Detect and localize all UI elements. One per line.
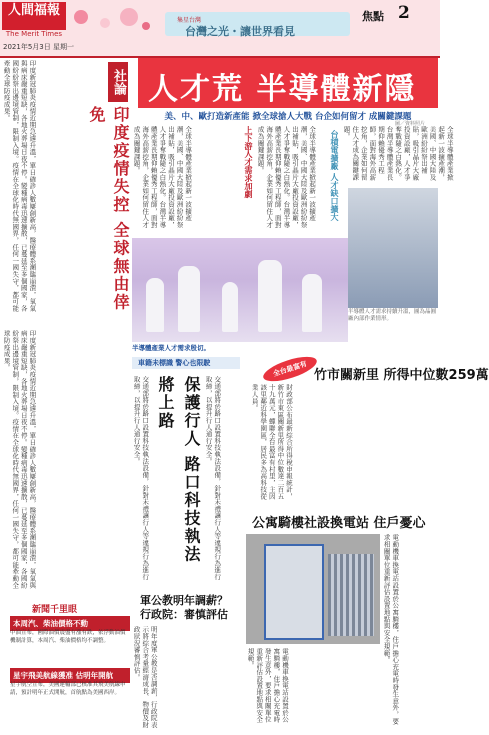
cleanroom-photo[interactable] bbox=[132, 238, 348, 342]
wages-badge: 全台最富有 bbox=[261, 352, 320, 386]
briefs-header: 新聞千里眼 bbox=[32, 605, 78, 615]
lead-photo-caption: 半導體產業人才需求殷切。 bbox=[132, 344, 210, 352]
issue-date: 2021年5月3日 星期一 bbox=[3, 43, 74, 51]
lead-kicker: 上下游人才需求加劇 bbox=[244, 126, 253, 198]
editorial-body-continued: 印度新冠肺炎疫情近期急遽升溫，單日確診人數屢創新高，醫療體系瀕臨崩潰，氧氣與病床嚴重短缺，各地火葬場日夜不停。變種病毒迅速擴散，已蔓延至多個國家，各國紛紛祭出邊境管制，限制入境。疫情在全球化時代無國界，任何一國失守，都可能牽動全球防疫成果。 bbox=[2, 330, 37, 589]
lead-body-left: 全球半導體產業掀起新一波擴產潮，美國、中國大陸及歐洲紛紛祭出補貼，吸引晶片大廠投資設廠，人才爭奪戰隨之白熱化。台灣半導體產業長期仰賴優秀工程師，面對海外高薪挖角，企業如何留住人才成為關鍵課題。 bbox=[132, 126, 193, 228]
tech-body-right: 交通部將於路口設置科技執法設備，針對未禮讓行人等違規行為進行取締，以提升行人通行安全。 bbox=[204, 376, 222, 580]
brief-1-title[interactable]: 本周汽、柴油價格不動 bbox=[10, 616, 130, 631]
brief-1-text: 中油宣布，國際油價震盪有漲有跌，依浮動油價機制計算，本周汽、柴油價格均不調整。 bbox=[10, 630, 126, 644]
military-headline-line1: 軍公教明年調薪？ bbox=[140, 594, 228, 607]
section-name: 焦點 bbox=[362, 10, 384, 23]
brief-2-text: 星宇航空宣布，美國運輸部已核准其飛美航線申請，預計明年正式開航，首航點為美國西岸。 bbox=[10, 682, 126, 696]
delivery-headline[interactable]: 公寓騎樓社設換電站 住戶憂心 bbox=[252, 516, 426, 531]
tech-body-left: 交通部將於路口設置科技執法設備，針對未禮讓行人等違規行為進行取締，以提升行人通行安全。 bbox=[132, 376, 150, 580]
page-number: 2 bbox=[398, 3, 410, 23]
military-body: 明年度軍公教是否調薪，行政院表示將綜合考量經濟成長、物價及財政狀況審慎評估。 bbox=[132, 626, 158, 728]
military-headline-line2: 行政院：審慎評估 bbox=[140, 608, 228, 621]
lead-body-right: 全球半導體產業掀起新一波擴產潮，美國、中國大陸及歐洲紛紛祭出補貼，吸引晶片大廠投資設廠，人才爭奪戰隨之白熱化。台灣半導體產業長期仰賴優秀工程師，面對海外高薪挖角，企業如何留住人才成為關鍵課題。 bbox=[342, 126, 454, 181]
lead-body-mid: 全球半導體產業掀起新一波擴產潮，美國、中國大陸及歐洲紛紛祭出補貼，吸引晶片大廠投資設廠，人才爭奪戰隨之白熱化。台灣半導體產業長期仰賴優秀工程師，面對海外高薪挖角，企業如何留住人才成為關鍵課題。 bbox=[256, 126, 317, 228]
editorial-body: 印度新冠肺炎疫情近期急遽升溫，單日確診人數屢創新高，醫療體系瀕臨崩潰，氧氣與病床嚴重短缺，各地火葬場日夜不停。變種病毒迅速擴散，已蔓延至多個國家，各國紛紛祭出邊境管制，限制入境。疫情在全球化時代無國界，任何一國失守，都可能牽動全球防疫成果。 bbox=[2, 60, 37, 312]
editorial-title[interactable]: 印度疫情失控 全球無由倖免 bbox=[87, 106, 130, 312]
wages-headline[interactable]: 竹市關新里 所得中位數259萬 bbox=[314, 368, 489, 383]
delivery-body-right: 電動機車換電站設置於公寓騎樓，住戶擔心充電時發生意外，要求相關單位重新評估設置地點與安全規範。 bbox=[382, 534, 400, 725]
side-photo[interactable] bbox=[348, 188, 438, 308]
side-photo-caption: 半導體人才需求持續升溫，圖為晶圓廠內部作業情形。 bbox=[348, 309, 437, 322]
logo-subtitle: The Merit Times bbox=[5, 30, 63, 38]
editorial-tag: 社論 bbox=[108, 62, 128, 102]
lead-kicker-secondary: 台積電擴廠 人才缺口擴大 bbox=[330, 130, 339, 221]
decorative-graphic bbox=[70, 4, 160, 44]
lead-subheadline: 美、中、歐打造新產能 掀全球搶人大戰 台企如何留才 成關鍵課題 bbox=[164, 112, 412, 122]
military-headline[interactable] bbox=[140, 594, 228, 622]
tech-headline[interactable]: 保護行人 路口科技執法將上路 bbox=[156, 376, 201, 564]
banner-text: 台灣之光・讓世界看見 bbox=[185, 25, 295, 38]
battery-station-photo[interactable] bbox=[246, 534, 380, 644]
photo-credit: 圖／資料照片 bbox=[395, 121, 426, 127]
wages-body: 財政部公布最新綜合所得稅申報統計，新竹市東區關新里所得中位數達二百五十九萬元，蟬聯全台最富有村里，主因該里鄰近科學園區，居民多為高科技從業人員。 bbox=[250, 384, 293, 500]
masthead bbox=[0, 0, 440, 56]
lead-headline: 人才荒 半導體新隱憂 bbox=[148, 72, 417, 151]
top-banner[interactable] bbox=[165, 12, 350, 36]
brief-2-title[interactable]: 星宇飛美航線獲准 估明年開航 bbox=[10, 668, 130, 683]
newspaper-logo: 人間福報 bbox=[2, 2, 66, 30]
tech-tag: 車籍未標識 警心也限駛 bbox=[132, 357, 240, 369]
delivery-body-bottom: 電動機車換電站設置於公寓騎樓，住戶擔心充電時發生意外，要求相關單位重新評估設置地點與安全規範。 bbox=[246, 648, 289, 723]
banner-tag: 集星台灣 bbox=[177, 17, 202, 24]
